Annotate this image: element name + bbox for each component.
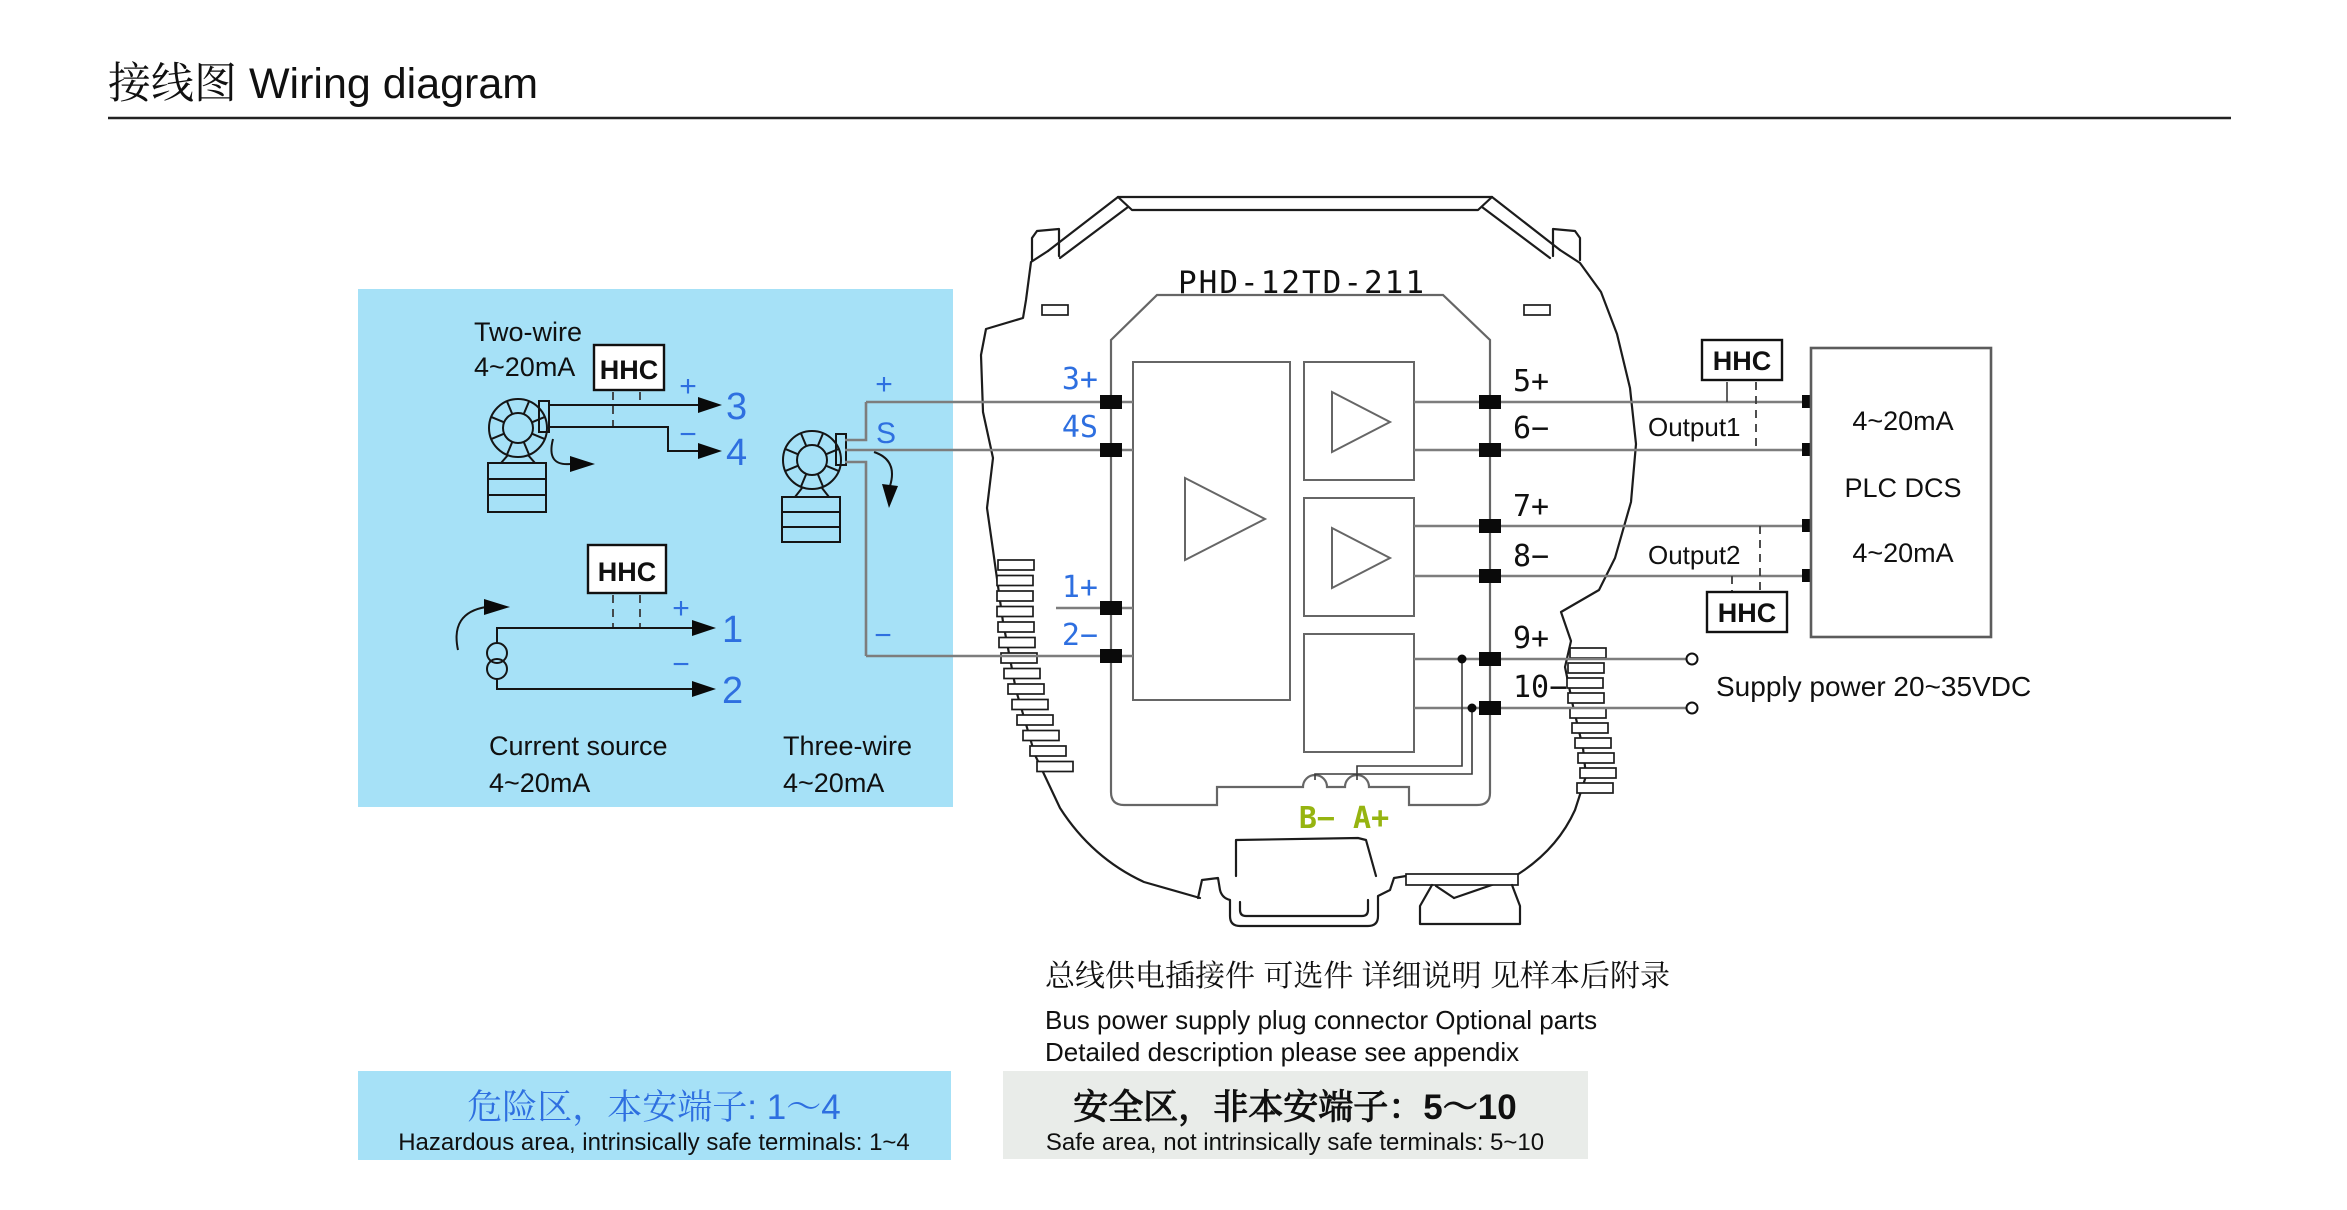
current-source-label-line1: Current source (489, 731, 668, 761)
polarity-plus: + (679, 370, 697, 403)
hazardous-area-legend (358, 1071, 951, 1160)
terminal-label-10minus: 10− (1513, 670, 1568, 705)
device-model: PHD-12TD-211 (1178, 265, 1426, 301)
output1-module-box (1304, 362, 1414, 480)
plc-input2-range: 4~20mA (1852, 538, 1954, 568)
safe-legend-zh: 安全区，非本安端子：5～10 (1073, 1088, 1517, 1127)
three-wire-label-line1: Three-wire (783, 731, 913, 761)
hhc-label: HHC (1712, 346, 1772, 376)
note-en-line2: Detailed description please see appendix (1045, 1037, 1520, 1067)
two-wire-label-line1: Two-wire (474, 317, 583, 347)
vent-fins-right (1567, 648, 1616, 793)
terminal-label-8minus: 8− (1513, 539, 1550, 574)
note-zh: 总线供电插接件 可选件 详细说明 见样本后附录 (1045, 960, 1671, 993)
terminal-label-9plus: 9+ (1513, 621, 1550, 656)
note-en-line1: Bus power supply plug connector Optional parts (1045, 1005, 1598, 1035)
input-module-box (1133, 362, 1290, 700)
page-title: 接线图 Wiring diagram (108, 60, 539, 108)
terminal-label-3plus: 3+ (1061, 362, 1098, 397)
hhc-label: HHC (599, 355, 659, 385)
terminal-label-2minus: 2− (1061, 618, 1098, 653)
din-rail-foot (1198, 838, 1520, 926)
terminal-label-1plus: 1+ (1061, 570, 1098, 605)
terminal-number-2: 2 (722, 670, 744, 712)
current-source-label-line2: 4~20mA (489, 768, 591, 798)
supply-terminal-ring (1687, 654, 1698, 665)
hazardous-legend-en: Hazardous area, intrinsically safe terminals: 1~4 (398, 1129, 910, 1156)
three-wire-plus: + (875, 368, 893, 401)
hhc-box-bottom-right (1707, 592, 1787, 632)
plc-name: PLC DCS (1844, 473, 1962, 503)
plc-input1-range: 4~20mA (1852, 406, 1954, 436)
terminal-number-1: 1 (722, 609, 744, 651)
supply-terminal-ring (1687, 703, 1698, 714)
safe-legend-en: Safe area, not intrinsically safe terminals: 5~10 (1045, 1129, 1545, 1156)
output2-label: Output2 (1648, 540, 1741, 570)
three-wire-s: S (875, 417, 897, 450)
bus-terminal-label: B− A+ (1298, 801, 1390, 836)
two-wire-label-line2: 4~20mA (474, 352, 576, 382)
terminal-label-5plus: 5+ (1513, 364, 1550, 399)
hhc-box-top-right (1702, 340, 1782, 380)
polarity-minus: − (672, 648, 690, 681)
supply-power-label: Supply power 20~35VDC (1716, 671, 2032, 702)
power-module-box (1304, 634, 1414, 752)
hhc-label: HHC (1717, 598, 1777, 628)
junction-dot (1468, 704, 1477, 713)
hhc-box-bottom-left (588, 545, 666, 593)
terminal-label-6minus: 6− (1513, 411, 1550, 446)
output1-label: Output1 (1648, 412, 1741, 442)
hhc-label: HHC (597, 557, 657, 587)
output2-module-box (1304, 498, 1414, 616)
junction-dot (1458, 655, 1467, 664)
plc-dcs-box (1811, 348, 1991, 637)
safe-area-legend (1003, 1071, 1588, 1159)
terminal-label-7plus: 7+ (1513, 489, 1550, 524)
polarity-plus: + (672, 592, 690, 625)
hhc-box-top-left (594, 345, 664, 390)
three-wire-label-line2: 4~20mA (783, 768, 885, 798)
polarity-minus: − (679, 418, 697, 451)
terminal-label-4s: 4S (1061, 410, 1098, 445)
hazardous-legend-zh: 危险区，本安端子: 1～4 (467, 1088, 841, 1127)
terminal-number-3: 3 (726, 386, 748, 428)
three-wire-minus: − (874, 619, 892, 652)
terminal-number-4: 4 (726, 432, 748, 474)
hazardous-area-panel (358, 289, 953, 807)
